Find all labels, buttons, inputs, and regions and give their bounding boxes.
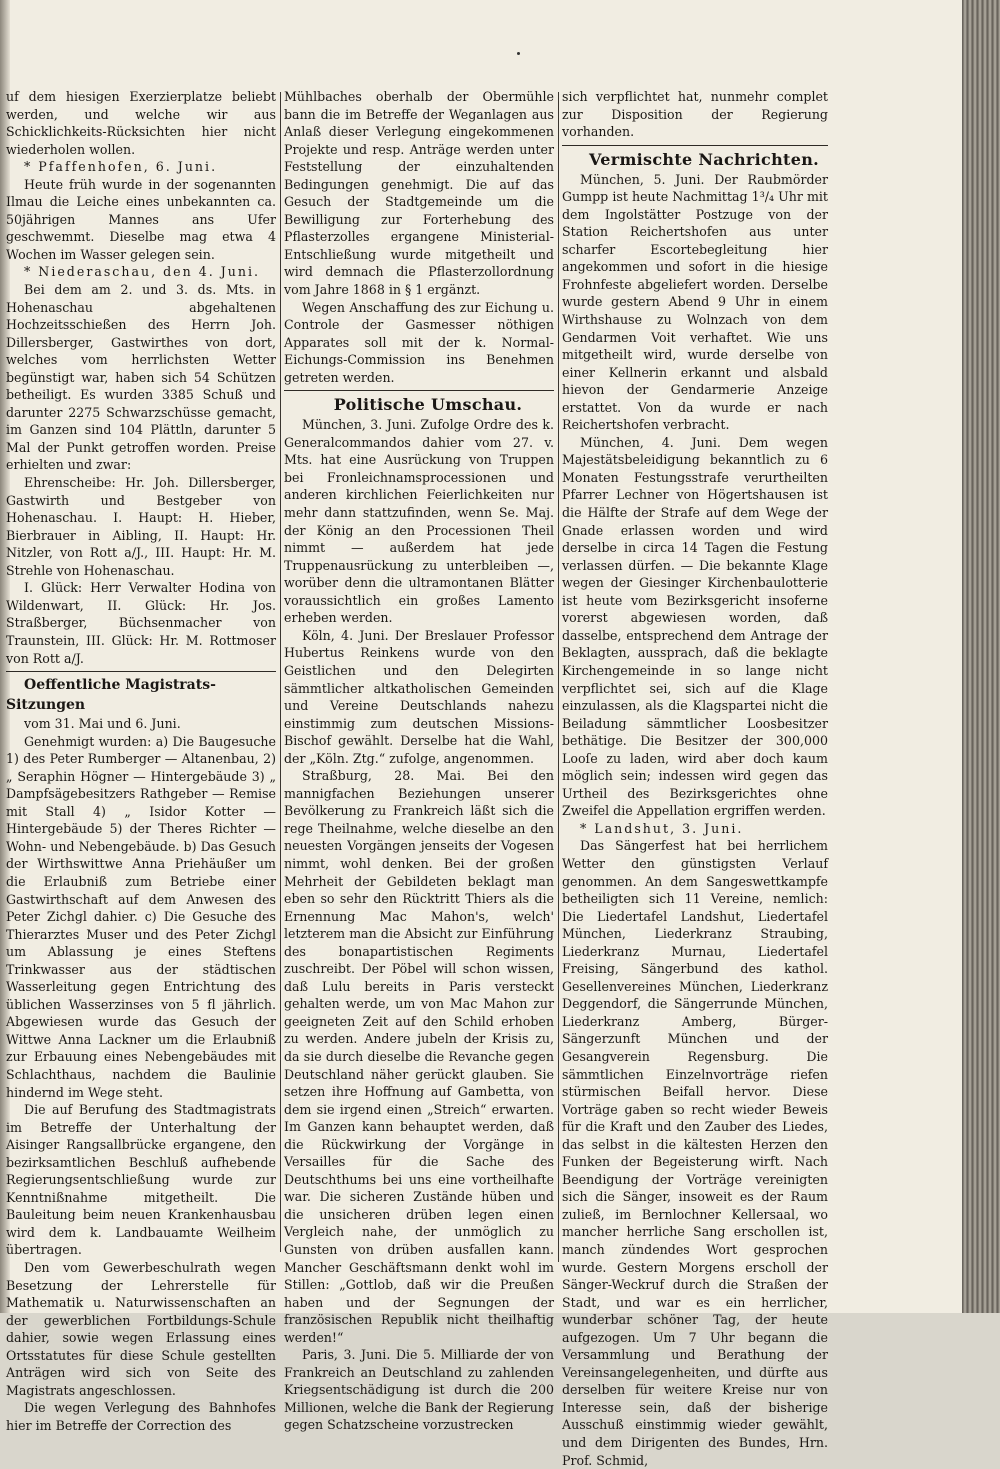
paragraph: München, 5. Juni. Der Raubmörder Gumpp ist heute Nachmittag 1³/₄ Uhr mit dem Ingolstätter Postzuge von der Station Reichertshofen aus unter scharfer Escortebegleitung hier angekommen und sofort in die hiesige Frohnfeste abgeliefert worden. Derselbe wurde gestern Abend 9 Uhr in einem Wirthshause zu Wolnzach von dem Gendarmen Voit verhaftet. Wie uns mitgetheilt wird, wurde derselbe von einer Kellnerin erkannt und alsbald hievon der Gendarmerie Anzeige erstattet. Von da wurde er nach Reichertshofen verbracht.: [562, 171, 828, 433]
paragraph: Genehmigt wurden: a) Die Baugesuche 1) des Peter Rumberger — Altanenbau, 2) „ Seraphin Högner — Hintergebäude 3) „ Dampfsägebesitzers Rathgeber — Remise mit Stall 4) „ Isidor Kotter — Hintergebäude 5) der Theres Richter — Wohn- und Nebengebäude. b) Das Gesuch der Wirthswittwe Anna Priehäußer um die Erlaubniß zum Betriebe einer Gastwirthschaft auf dem Anwesen des Peter Zichgl dahier. c) Die Gesuche des Thierarztes Muser und des Peter Zichgl um Ablassung je eines Steftens Trinkwasser aus der städtischen Wasserleitung gegen Entrichtung des üblichen Wasserzinses von 5 fl jährlich. Abgewiesen wurde das Gesuch der Wittwe Anna Lackner um die Erlaubniß zur Erbauung eines Nebengebäudes mit Schlachthaus, nachdem die Baulinie hindernd im Wege steht.: [6, 733, 276, 1100]
paragraph: Heute früh wurde in der sogenannten Ilmau die Leiche eines unbekannten ca. 50jährigen Mannes ans Ufer geschwemmt. Dieselbe mag etwa 4 Wochen im Wasser gelegen sein.: [6, 176, 276, 262]
paragraph: I. Glück: Herr Verwalter Hodina von Wildenwart, II. Glück: Hr. Jos. Straßberger, Büchsenmacher von Traunstein, III. Glück: Hr. M. Rottmoser von Rott a/J.: [6, 580, 276, 666]
paragraph: Ehrenscheibe: Hr. Joh. Dillersberger, Gastwirth und Bestgeber von Hohenaschau. I. Haupt: H. Hieber, Bierbrauer in Aibling, II. Haupt: Hr. Nitzler, von Rott a/J., III. Haupt: Hr. M. Strehle von Hohenaschau.: [6, 475, 276, 578]
section-rule: [6, 671, 276, 672]
paragraph: München, 4. Juni. Dem wegen Majestätsbeleidigung bekanntlich zu 6 Monaten Festungsstrafe verurtheilten Pfarrer Lechner von Högertshausen ist die Hälfte der Strafe auf dem Wege der Gnade erlassen worden und wird derselbe in circa 14 Tagen die Festung verlassen dürfen. — Die bekannte Klage wegen der Giesinger Kirchenbaulotterie ist heute vom Bezirksgericht insoferne vorerst abgewiesen worden, daß dasselbe, entsprechend dem Antrage der Beklagten, aussprach, daß die beklagte Kirchengemeinde in so lange nicht verpflichtet sei, sich auf die Klage einzulassen, als die Klagspartei nicht die Beiladung sämmtlicher Loosbesitzer bethätige. Die Besitzer der 300,000 Looſe zu laden, wird aber doch kaum möglich sein; indessen wird gegen das Urtheil des Bezirksgerichtes ohne Zweifel die Appellation ergriffen werden.: [562, 434, 828, 819]
column-2: [284, 88, 554, 1433]
section-heading: Vermischte Nachrichten.: [588, 149, 819, 169]
paragraph: Die wegen Verlegung des Bahnhofes hier im Betreffe der Correction des: [6, 1400, 276, 1433]
page-stack-edge: [962, 0, 1000, 1313]
paragraph: uf dem hiesigen Exerzierplatze beliebt werden, und welche wir aus Schicklichkeits-Rücksichten hier nicht wiederholen wollen.: [6, 89, 276, 157]
section-rule: [284, 390, 554, 391]
ink-speck: [517, 52, 520, 55]
column-rule-2: [558, 92, 559, 1262]
paragraph: Mühlbaches oberhalb der Obermühle bann die im Betreffe der Weganlagen aus Anlaß dieser Verlegung eingekommenen Projekte und resp. Anträge werden unter Feststellung der einzuhaltenden Bedingungen genehmigt. Die auf das Gesuch der Stadtgemeinde um die Bewilligung zur Forterhebung des Pflasterzolles ergangene Ministerial-Entschließung wurde mitgetheilt und wird demnach die Pflasterzollordnung vom Jahre 1868 in § 1 ergänzt.: [284, 89, 554, 298]
paragraph: München, 3. Juni. Zufolge Ordre des k. Generalcommandos dahier vom 27. v. Mts. hat eine Ausrückung von Truppen bei Fronleichnamsprocessionen und anderen kirchlichen Feierlichkeiten nur mehr dann stattzufinden, wenn Se. Maj. der König an den Processionen Theil nimmt — außerdem hat jede Truppenausrückung zu unterbleiben —, worüber denn die ultramontanen Blätter voraussichtlich ein großes Lamento erheben werden.: [284, 417, 554, 626]
paragraph: Die auf Berufung des Stadtmagistrats im Betreffe der Unterhaltung der Aisinger Rangsallbrücke ergangene, den bezirksamtlichen Beschluß aufhebende Regierungsentschließung wurde zur Kenntnißnahme mitgetheilt. Die Bauleitung beim neuen Krankenhausbau wird dem k. Landbauamte Weilheim übertragen.: [6, 1102, 276, 1258]
section-heading: Politische Umschau.: [333, 395, 523, 415]
dateline: * Pfaffenhofen, 6. Juni.: [24, 159, 218, 175]
paragraph: Paris, 3. Juni. Die 5. Milliarde der von Frankreich an Deutschland zu zahlenden Kriegsentschädigung ist durch die 200 Millionen, welche die Bank der Regierung gegen Schatzscheine vorzustrecken: [284, 1347, 554, 1433]
paragraph: Das Sängerfest hat bei herrlichem Wetter den günstigsten Verlauf genommen. An dem Sangeswettkampfe betheiligten sich 11 Vereine, nemlich: Die Liedertafel Landshut, Liedertafel München, Liederkranz Straubing, Liederkranz Murnau, Liedertafel Freising, Sängerbund des kathol. Gesellenvereines München, Liederkranz Deggendorf, die Sängerrunde München, Liederkranz Amberg, Bürger-Sängerzunft München und der Gesangverein Regensburg. Die sämmtlichen Einzelnvorträge riefen stürmischen Beifall hervor. Diese Vorträge gaben so recht wieder Beweis für die Kraft und den Zauber des Liedes, das selbst in die kältesten Herzen den Funken der Begeisterung wirft. Nach Beendigung der Vorträge vereinigten sich die Sänger, insoweit es der Raum zuließ, im Bernlochner Kellersaal, wo mancher herrliche Sang erschollen ist, manch zündendes Wort gesprochen wurde. Gestern Morgens erscholl der Sänger-Weckruf durch die Straßen der Stadt, und war es ein herrlicher, wunderbar schöner Tag, der heute aufgezogen. Um 7 Uhr begann die Versammlung und Berathung der Vereinsangelegenheiten, und dürfte aus derselben für weitere Kreise nur von Interesse sein, daß der bisherige Ausschuß einstimmig wieder gewählt, und dem Dirigenten des Bundes, Hrn. Prof. Schmid,: [562, 838, 828, 1468]
dateline: * Landshut, 3. Juni.: [580, 820, 744, 836]
paragraph: Köln, 4. Juni. Der Breslauer Professor Hubertus Reinkens wurde von den Geistlichen und den Delegirten sämmtlicher altkatholischen Gemeinden und Vereine Deutschlands nahezu einstimmig zum deutschen Missions-Bischof gewählt. Derselbe hat die Wahl, der „Köln. Ztg.“ zufolge, angenommen.: [284, 627, 554, 766]
dateline: * Niederaschau, den 4. Juni.: [24, 264, 261, 280]
paragraph: Bei dem am 2. und 3. ds. Mts. in Hohenaschau abgehaltenen Hochzeitsschießen des Herrn Joh. Dillersberger, Gastwirthes von dort, welches vom herrlichsten Wetter begünstigt war, haben sich 54 Schützen betheiligt. Es wurden 3385 Schuß und darunter 2275 Schwarzschüsse gemacht, im Ganzen sind 104 Plättln, darunter 5 Mal der Punkt getroffen worden. Preise erhielten und zwar:: [6, 282, 276, 473]
section-heading: Oeffentliche Magistrats-Sitzungen: [6, 677, 216, 714]
column-1: [6, 88, 276, 1433]
paragraph: Straßburg, 28. Mai. Bei den mannigfachen Beziehungen unserer Bevölkerung zu Frankreich läßt sich die rege Theilnahme, welche dieselbe an den neuesten Vorgängen jenseits der Vogesen nimmt, wohl denken. Bei der großen Mehrheit der Gebildeten beklagt man eben so sehr den Rücktritt Thiers als die Ernennung Mac Mahon's, welch' letzterem man die Absicht zur Einführung des bonapartistischen Regiments zuschreibt. Der Pöbel will schon wissen, daß Lulu bereits in Paris versteckt gehalten werde, um von Mac Mahon zur geeigneten Zeit auf den Schild erhoben zu werden. Andere jubeln der Krisis zu, da sie durch dieselbe die Revanche gegen Deutschland näher gerückt glauben. Sie setzen ihre Hoffnung auf Gambetta, von dem sie irgend einen „Streich“ erwarten. Im Ganzen kann behauptet werden, daß die Rückwirkung der Vorgänge in Versailles für die Sache des Deutschthums bei uns eine vortheilhafte war. Die sicheren Zustände hüben und die unsicheren drüben legen einen Vergleich nahe, der unmöglich zu Gunsten von drüben ausfallen kann. Mancher Geschäftsmann denkt wohl im Stillen: „Gottlob, daß wir die Preußen haben und der Segnungen der französischen Republik nicht theilhaftig werden!“: [284, 768, 554, 1345]
column-3: [562, 88, 828, 1468]
paragraph: sich verpflichtet hat, nunmehr complet zur Disposition der Regierung vorhanden.: [562, 89, 828, 140]
paragraph: Den vom Gewerbeschulrath wegen Besetzung der Lehrerstelle für Mathematik u. Naturwissenschaften an der gewerblichen Fortbildungs-Schule dahier, sowie wegen Erlassung eines Ortsstatutes für diese Schule gestellten Anträgen wird sich von Seite des Magistrats angeschlossen.: [6, 1260, 276, 1398]
paragraph: Wegen Anschaffung des zur Eichung u. Controle der Gasmesser nöthigen Apparates soll mit der k. Normal-Eichungs-Commission ins Benehmen getreten werden.: [284, 299, 554, 385]
section-subheading: vom 31. Mai und 6. Juni.: [24, 716, 181, 732]
column-rule-1: [280, 92, 281, 1252]
section-rule: [562, 145, 828, 146]
